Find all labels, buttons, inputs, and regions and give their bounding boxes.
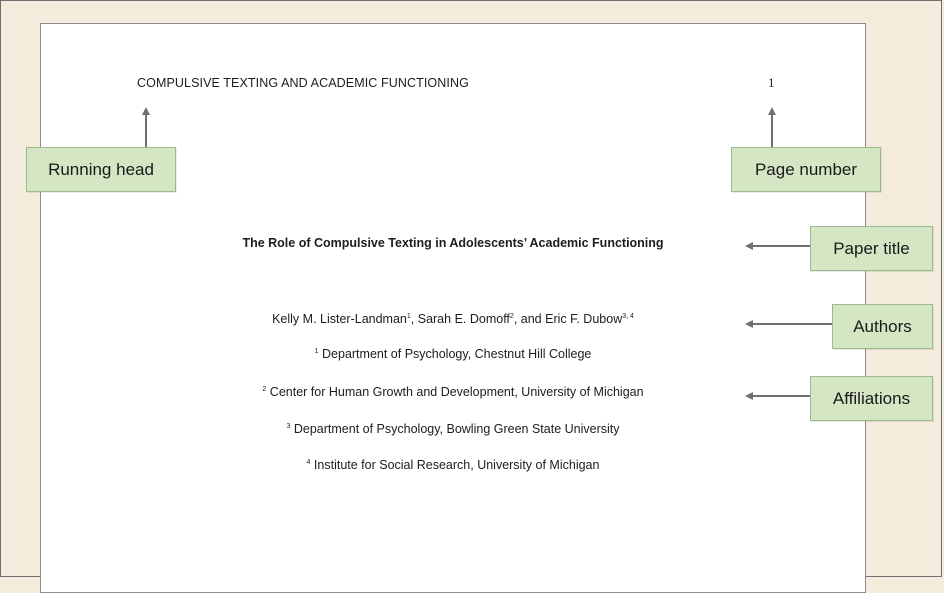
author-sup: 3, 4 [622, 313, 634, 320]
affiliation-text: Department of Psychology, Chestnut Hill College [322, 347, 592, 361]
author-separator: , and [513, 312, 546, 326]
author-sup: 1 [406, 313, 411, 320]
affiliation-text: Department of Psychology, Bowling Green State University [293, 422, 620, 436]
author-line [40, 312, 866, 326]
author-separator: , [410, 312, 418, 326]
affiliation-sup: 4 [306, 459, 311, 466]
affiliation-text: Center for Human Growth and Development, University of Michigan [269, 385, 644, 399]
running-head: COMPULSIVE TEXTING AND ACADEMIC FUNCTIONING [137, 76, 469, 90]
affiliations-callout: Affiliations [810, 376, 933, 421]
authors-callout: Authors [832, 304, 933, 349]
author-name: Kelly M. Lister-Landman [272, 312, 407, 326]
paper-title-callout: Paper title [810, 226, 933, 271]
paper-title: The Role of Compulsive Texting in Adolescents’ Academic Functioning [242, 236, 664, 250]
affiliation-sup: 2 [262, 386, 267, 393]
author-sup: 2 [509, 313, 514, 320]
affiliation-text: Institute for Social Research, University of Michigan [313, 458, 600, 472]
page-number-callout: Page number [731, 147, 881, 192]
affiliation-line [40, 422, 866, 436]
author-name: Eric F. Dubow [545, 312, 623, 326]
affiliation-line [40, 385, 866, 399]
page-number: 1 [768, 75, 775, 90]
affiliation-sup: 3 [286, 423, 291, 430]
title-page [40, 23, 866, 593]
affiliation-line [40, 347, 866, 361]
running-head-callout: Running head [26, 147, 176, 192]
affiliation-line [40, 458, 866, 472]
affiliation-sup: 1 [314, 348, 319, 355]
author-name: Sarah E. Domoff [417, 312, 510, 326]
